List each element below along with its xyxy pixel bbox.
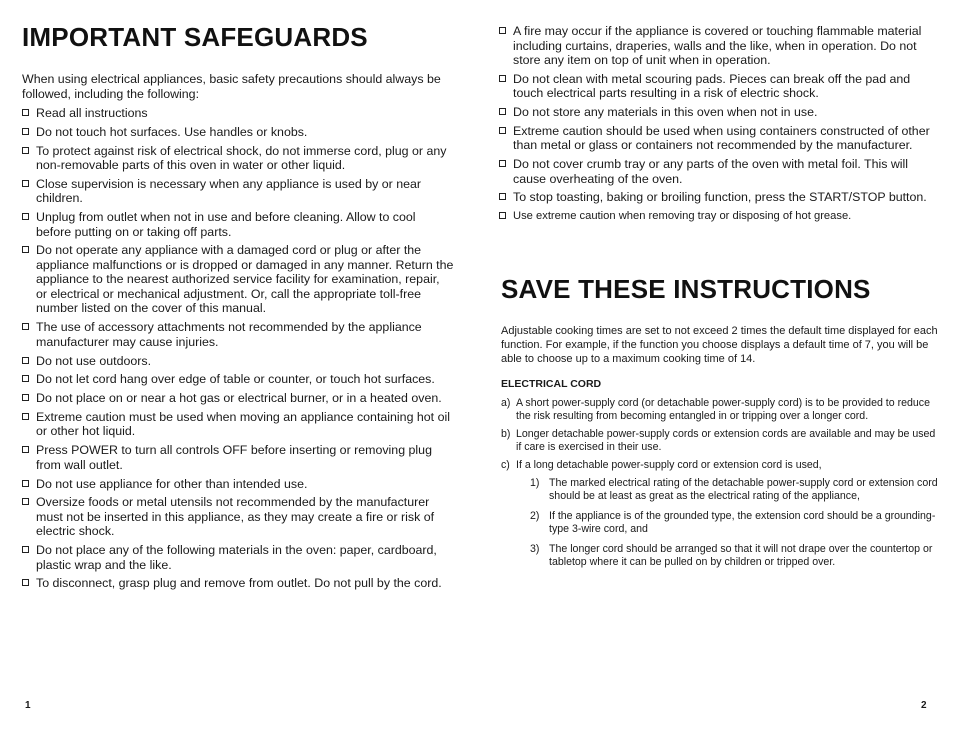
list-item: Oversize foods or metal utensils not recommended by the manufacturer must not be inserted in this appliance, as they may create a fire or risk of electric shock. (22, 495, 454, 539)
list-item: b) Longer detachable power-supply cords or extension cords are available and may be used if care is exercised in their use. (501, 428, 936, 453)
checkbox-bullet-icon (22, 147, 29, 154)
checkbox-bullet-icon (22, 546, 29, 553)
safeguards-list (22, 106, 454, 595)
checkbox-bullet-icon (22, 357, 29, 364)
checkbox-bullet-icon (22, 213, 29, 220)
page-number: 1 (25, 700, 31, 711)
page-title: IMPORTANT SAFEGUARDS (22, 22, 368, 52)
checkbox-bullet-icon (22, 413, 29, 420)
checkbox-bullet-icon (22, 579, 29, 586)
list-item: 1) The marked electrical rating of the detachable power-supply cord or extension cord should be at least as great as the electrical rating of the appliance, (530, 477, 938, 502)
list-item: Press POWER to turn all controls OFF before inserting or removing plug from wall outlet. (22, 443, 454, 472)
list-item: Do not cover crumb tray or any parts of the oven with metal foil. This will cause overheating of the oven. (499, 157, 939, 186)
list-item: Do not touch hot surfaces. Use handles or knobs. (22, 125, 454, 140)
checkbox-bullet-icon (22, 394, 29, 401)
save-instructions-title: SAVE THESE INSTRUCTIONS (501, 274, 871, 304)
list-item: A fire may occur if the appliance is covered or touching flammable material including curtains, draperies, walls and the like, when in operation. Do not store any item on top of unit when in operation. (499, 24, 939, 68)
checkbox-bullet-icon (499, 27, 506, 34)
checkbox-bullet-icon (22, 128, 29, 135)
list-item: Extreme caution should be used when using containers constructed of other than metal or glass or containers not recommended by the manufacturer. (499, 124, 939, 153)
list-item: Do not let cord hang over edge of table or counter, or touch hot surfaces. (22, 372, 454, 387)
list-item: a) A short power-supply cord (or detachable power-supply cord) is to be provided to reduce the risk resulting from becoming entangled in or tripping over a longer cord. (501, 397, 930, 422)
list-item: Do not clean with metal scouring pads. Pieces can break off the pad and touch electrical parts resulting in a risk of electric shock. (499, 72, 939, 101)
list-item: Do not use outdoors. (22, 354, 454, 369)
list-item: c) If a long detachable power-supply cord or extension cord is used, 1) The marked electrical rating of the detachable power-supply cord or extension cord should be at least as great as the electrical rating of the appliance, 2) If the appliance is of the grounded type, the extension cord should be a grounding-type 3-wire cord, and 3) The longer cord should be arranged so that it will not drape over the countertop or tabletop where it can be pulled on by children or tripped over. (501, 459, 941, 569)
checkbox-bullet-icon (22, 323, 29, 330)
electrical-cord-list (501, 397, 941, 576)
checkbox-bullet-icon (499, 193, 506, 200)
checkbox-bullet-icon (22, 246, 29, 253)
list-item: Unplug from outlet when not in use and before cleaning. Allow to cool before putting on or taking off parts. (22, 210, 454, 239)
checkbox-bullet-icon (22, 180, 29, 187)
cooking-times-paragraph: Adjustable cooking times are set to not exceed 2 times the default time displayed for each function. For example, if the function you choose displays a default time of 7, you will be able to choose up to a maximum cooking time of 14. (501, 325, 938, 365)
intro-text: When using electrical appliances, basic safety precautions should always be followed, including the following: (22, 72, 441, 101)
page-number: 2 (921, 700, 927, 711)
list-item: Do not place on or near a hot gas or electrical burner, or in a heated oven. (22, 391, 454, 406)
list-item: Do not store any materials in this oven when not in use. (499, 105, 939, 120)
checkbox-bullet-icon (22, 480, 29, 487)
checkbox-bullet-icon (499, 127, 506, 134)
list-item: To stop toasting, baking or broiling function, press the START/STOP button. (499, 190, 939, 205)
list-item: Do not operate any appliance with a damaged cord or plug or after the appliance malfunctions or is dropped or damaged in any manner. Return the appliance to the nearest authorized service facility for examination, repair, or electrical or mechanical adjustment. Or, call the appropriate toll-free number listed on the cover of this manual. (22, 243, 454, 316)
list-item: The use of accessory attachments not recommended by the appliance manufacturer may cause injuries. (22, 320, 454, 349)
checkbox-bullet-icon (22, 446, 29, 453)
list-item: Do not place any of the following materials in the oven: paper, cardboard, plastic wrap and the like. (22, 543, 454, 572)
checkbox-bullet-icon (499, 75, 506, 82)
list-item: 3) The longer cord should be arranged so that it will not drape over the countertop or tabletop where it can be pulled on by children or tripped over. (530, 543, 933, 568)
list-item: Use extreme caution when removing tray or disposing of hot grease. (499, 209, 939, 224)
list-item: Read all instructions (22, 106, 454, 121)
electrical-cord-heading: ELECTRICAL CORD (501, 378, 602, 390)
list-item: Extreme caution must be used when moving an appliance containing hot oil or other hot liquid. (22, 410, 454, 439)
list-item: Close supervision is necessary when any appliance is used by or near children. (22, 177, 454, 206)
checkbox-bullet-icon (22, 375, 29, 382)
checkbox-bullet-icon (499, 160, 506, 167)
checkbox-bullet-icon (22, 109, 29, 116)
checkbox-bullet-icon (499, 212, 506, 219)
checkbox-bullet-icon (499, 108, 506, 115)
list-item: To protect against risk of electrical shock, do not immerse cord, plug or any non-removable parts of this oven in water or other liquid. (22, 144, 454, 173)
list-item: 2) If the appliance is of the grounded type, the extension cord should be a grounding-type 3-wire cord, and (530, 510, 936, 535)
right-page (477, 0, 954, 738)
checkbox-bullet-icon (22, 498, 29, 505)
list-item: To disconnect, grasp plug and remove from outlet. Do not pull by the cord. (22, 576, 454, 591)
list-item: Do not use appliance for other than intended use. (22, 477, 454, 492)
safeguards-list-continued (499, 24, 939, 228)
extension-cord-sublist (516, 477, 941, 569)
